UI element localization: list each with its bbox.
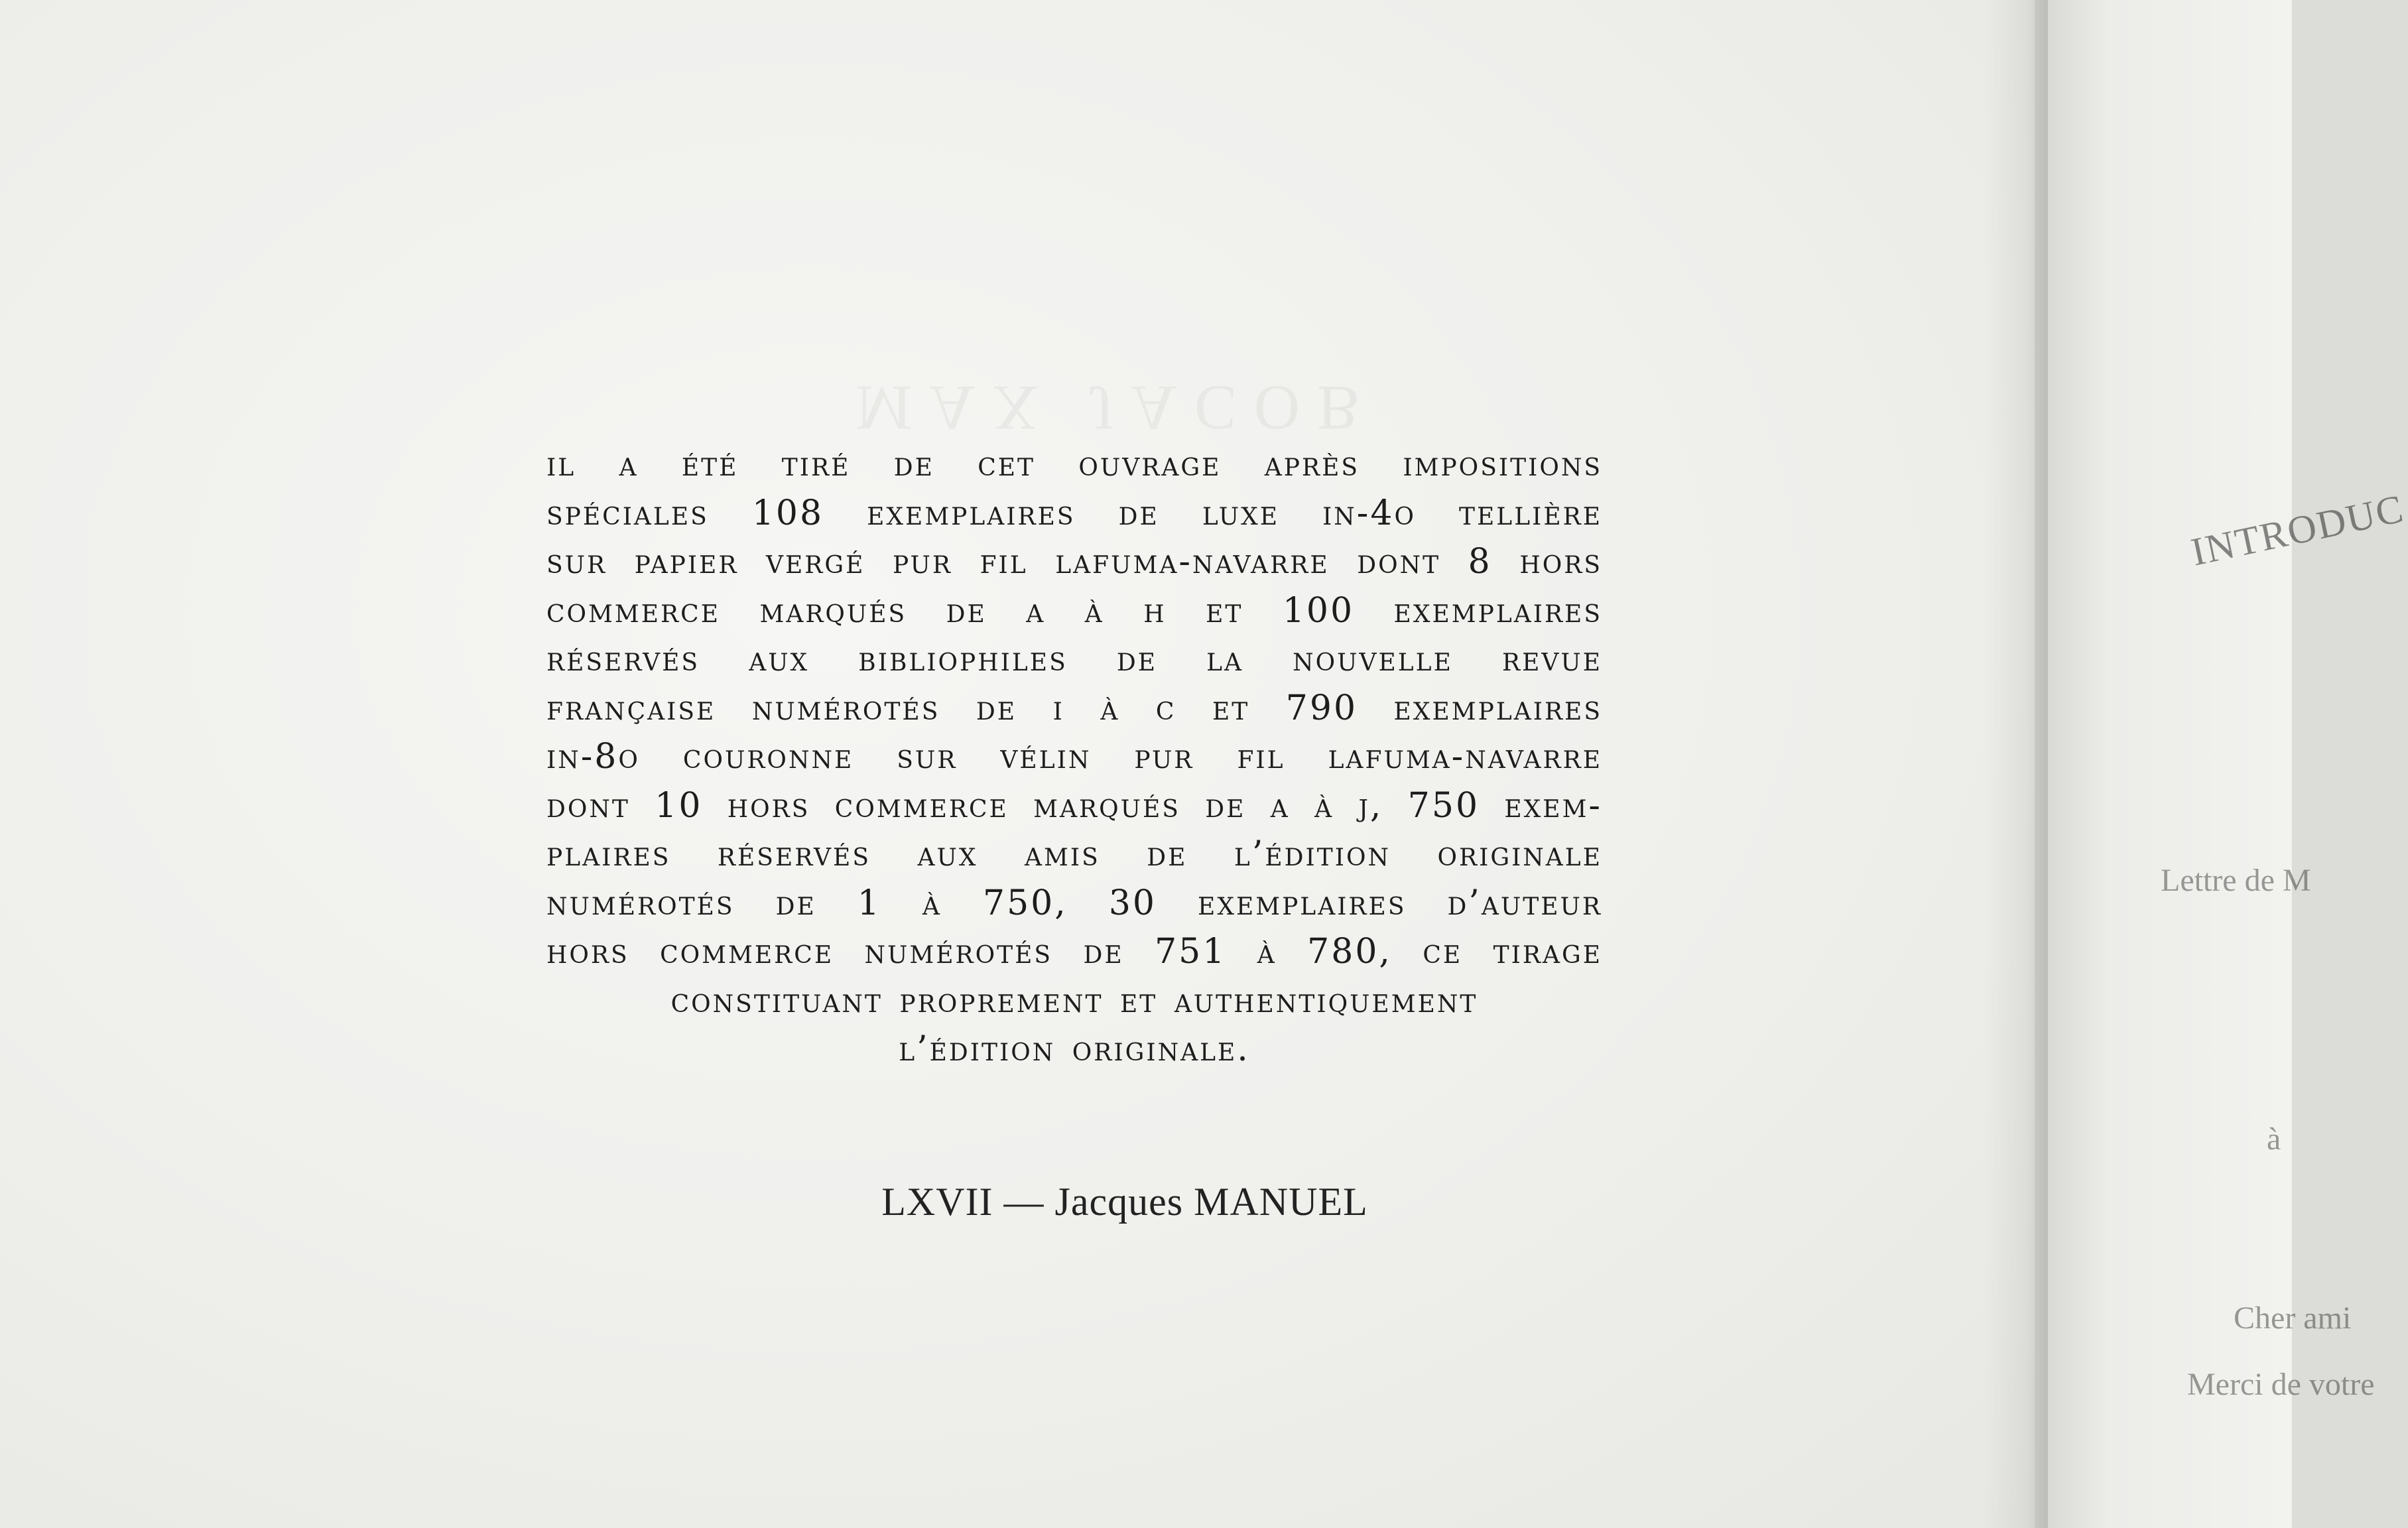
colophon-line: in-8o couronne sur vélin pur fil lafuma-navarre: [546, 737, 1602, 777]
colophon-line: hors commerce numérotés de 751 à 780, ce tirage: [546, 932, 1602, 972]
colophon-line: sur papier vergé pur fil lafuma-navarre dont 8 hors: [546, 542, 1602, 582]
colophon-line: spéciales 108 exemplaires de luxe in-4o tellière: [546, 493, 1602, 533]
colophon-line: numérotés de 1 à 750, 30 exemplaires d’auteur: [546, 883, 1602, 923]
colophon-line: plaires réservés aux amis de l’édition originale: [546, 834, 1602, 874]
colophon-line: commerce marqués de a à h et 100 exemplaires: [546, 590, 1602, 631]
colophon-line: dont 10 hors commerce marqués de a à j, 750 exem-: [546, 785, 1602, 826]
right-page-line: à: [2267, 1121, 2281, 1157]
copy-number-text: LXVII — Jacques MANUEL: [881, 1180, 1368, 1224]
colophon-justification: [546, 440, 1602, 1074]
right-page-line: Lettre de M: [2161, 863, 2311, 898]
colophon-line: l’édition originale.: [899, 1029, 1250, 1069]
show-through-author: [855, 371, 1377, 445]
colophon-line: il a été tiré de cet ouvrage après impositions: [546, 444, 1602, 484]
right-page: [2048, 0, 2408, 1528]
right-page-line: Cher ami: [2234, 1301, 2352, 1336]
colophon-line: constituant proprement et authentiquement: [670, 980, 1478, 1021]
right-page-line: Merci de votre: [2187, 1367, 2375, 1402]
colophon-line: réservés aux bibliophiles de la nouvelle revue: [546, 639, 1602, 679]
copy-number-signature: [0, 1179, 2035, 1225]
colophon-line: française numérotés de i à c et 790 exemplaires: [546, 688, 1602, 728]
right-page-heading: INTRODUC: [2187, 486, 2408, 574]
